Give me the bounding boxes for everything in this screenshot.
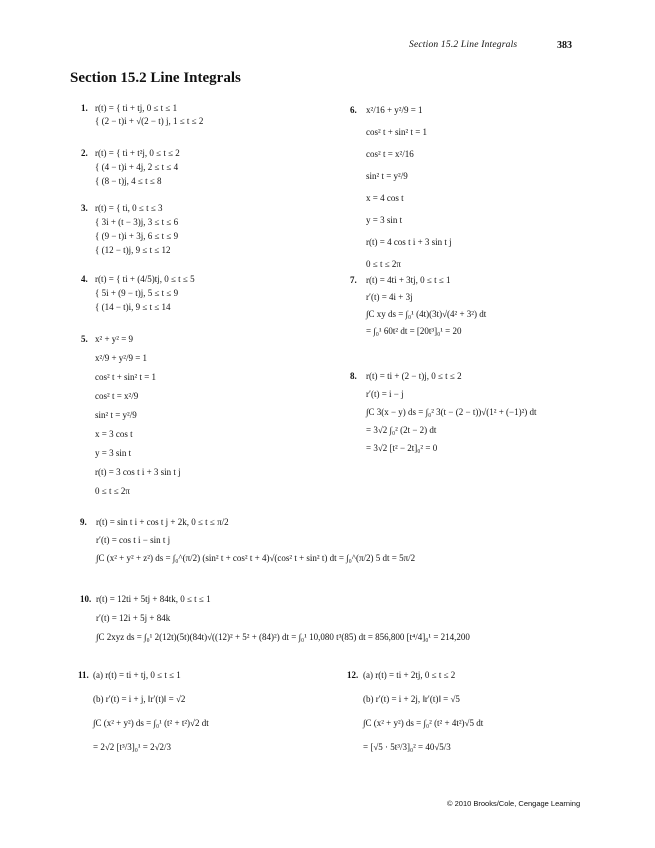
problem-line: 0 ≤ t ≤ 2π xyxy=(95,486,130,496)
problem-number: 6. xyxy=(350,105,357,115)
problem-number: 4. xyxy=(81,274,88,284)
problem-line: r′(t) = 12i + 5j + 84k xyxy=(96,613,171,623)
problem-number: 1. xyxy=(81,103,88,113)
problem-line: r′(t) = i − j xyxy=(366,389,404,399)
problem-line: cos² t + sin² t = 1 xyxy=(366,127,428,137)
problem-line: { (4 − t)i + 4j, 2 ≤ t ≤ 4 xyxy=(95,162,179,172)
problem-line: y = 3 sin t xyxy=(95,448,132,458)
problem-line: ∫C (x² + y²) ds = ∫₀² (t² + 4t²)√5 dt xyxy=(363,718,484,728)
problem-line: sin² t = y²/9 xyxy=(366,171,408,181)
problem-line: x²/16 + y²/9 = 1 xyxy=(366,105,423,115)
problem-line: { 5i + (9 − t)j, 5 ≤ t ≤ 9 xyxy=(95,288,179,298)
problem-line: ∫C (x² + y²) ds = ∫₀¹ (t² + t²)√2 dt xyxy=(93,718,209,728)
problem-line: r(t) = 4 cos t i + 3 sin t j xyxy=(366,237,452,247)
running-head: Section 15.2 Line Integrals xyxy=(409,40,518,50)
problem-line: r(t) = 12ti + 5tj + 84tk, 0 ≤ t ≤ 1 xyxy=(96,594,211,604)
problem-line: y = 3 sin t xyxy=(366,215,403,225)
problem-line: cos² t = x²/16 xyxy=(366,149,414,159)
problem-line: r′(t) = cos t i − sin t j xyxy=(96,535,171,545)
problem-line: { (12 − t)j, 9 ≤ t ≤ 12 xyxy=(95,245,171,255)
problem-line: x = 3 cos t xyxy=(95,429,133,439)
problem-line: ∫C 2xyz ds = ∫₀¹ 2(12t)(5t)(84t)√((12)² + 5² + (84)²) dt = ∫₀¹ 10,080 t³(85) dt = 856,800 [t⁴/4]₀¹ = 214,200 xyxy=(96,632,470,642)
problem-line: r(t) = { ti + tj, 0 ≤ t ≤ 1 xyxy=(95,103,178,113)
problem-number: 3. xyxy=(81,203,88,213)
problem-line: cos² t = x²/9 xyxy=(95,391,139,401)
problem-line: ∫C (x² + y² + z²) ds = ∫₀^(π/2) (sin² t + cos² t + 4)√(cos² t + sin² t) dt = ∫₀^(π/2) 5 dt = 5π/2 xyxy=(96,553,416,563)
problem-line: (a) r(t) = ti + 2tj, 0 ≤ t ≤ 2 xyxy=(363,670,456,680)
problem-line: = ∫₀¹ 60t² dt = [20t³]₀¹ = 20 xyxy=(366,326,462,336)
problem-line: = 2√2 [t³/3]₀¹ = 2√2/3 xyxy=(93,742,172,752)
problem-line: = [√5 · 5t³/3]₀² = 40√5/3 xyxy=(363,742,451,752)
problem-line: r(t) = 4ti + 3tj, 0 ≤ t ≤ 1 xyxy=(366,275,451,285)
problem-number: 5. xyxy=(81,334,88,344)
problem-number: 10. xyxy=(80,594,92,604)
problem-line: (b) r′(t) = i + 2j, ‖r′(t)‖ = √5 xyxy=(363,694,460,704)
problem-number: 9. xyxy=(80,517,87,527)
section-title: Section 15.2 Line Integrals xyxy=(70,70,241,86)
page-number: 383 xyxy=(557,40,572,51)
problem-line: r(t) = { ti + t²j, 0 ≤ t ≤ 2 xyxy=(95,148,180,158)
problem-line: r(t) = ti + (2 − t)j, 0 ≤ t ≤ 2 xyxy=(366,371,462,381)
problem-line: = 3√2 ∫₀² (2t − 2) dt xyxy=(366,425,437,435)
problem-line: { (2 − t)i + √(2 − t) j, 1 ≤ t ≤ 2 xyxy=(95,116,204,126)
problem-line: x²/9 + y²/9 = 1 xyxy=(95,353,148,363)
problem-line: (a) r(t) = ti + tj, 0 ≤ t ≤ 1 xyxy=(93,670,181,680)
problem-line: { (9 − t)i + 3j, 6 ≤ t ≤ 9 xyxy=(95,231,179,241)
problem-number: 11. xyxy=(78,670,89,680)
problem-line: r(t) = { ti + (4/5)tj, 0 ≤ t ≤ 5 xyxy=(95,274,195,284)
problem-line: { 3i + (t − 3)j, 3 ≤ t ≤ 6 xyxy=(95,217,179,227)
problem-line: r(t) = 3 cos t i + 3 sin t j xyxy=(95,467,181,477)
problem-number: 7. xyxy=(350,275,357,285)
problem-line: = 3√2 [t² − 2t]₀² = 0 xyxy=(366,443,438,453)
problem-line: x = 4 cos t xyxy=(366,193,404,203)
problem-line: 0 ≤ t ≤ 2π xyxy=(366,259,401,269)
problem-number: 8. xyxy=(350,371,357,381)
problem-line: ∫C xy ds = ∫₀¹ (4t)(3t)√(4² + 3²) dt xyxy=(366,309,487,319)
problem-line: { (14 − t)i, 9 ≤ t ≤ 14 xyxy=(95,302,171,312)
problem-line: ∫C 3(x − y) ds = ∫₀² 3(t − (2 − t))√(1² + (−1)²) dt xyxy=(366,407,537,417)
problem-line: sin² t = y²/9 xyxy=(95,410,137,420)
problem-line: r′(t) = 4i + 3j xyxy=(366,292,413,302)
copyright-footer: © 2010 Brooks/Cole, Cengage Learning xyxy=(447,799,581,808)
problem-line: cos² t + sin² t = 1 xyxy=(95,372,157,382)
problem-number: 12. xyxy=(347,670,359,680)
problem-line: r(t) = sin t i + cos t j + 2k, 0 ≤ t ≤ π/2 xyxy=(96,517,229,527)
problem-line: { (8 − t)j, 4 ≤ t ≤ 8 xyxy=(95,176,162,186)
problem-line: r(t) = { ti, 0 ≤ t ≤ 3 xyxy=(95,203,163,213)
problem-line: (b) r′(t) = i + j, ‖r′(t)‖ = √2 xyxy=(93,694,186,704)
problem-number: 2. xyxy=(81,148,88,158)
problem-line: x² + y² = 9 xyxy=(95,334,134,344)
